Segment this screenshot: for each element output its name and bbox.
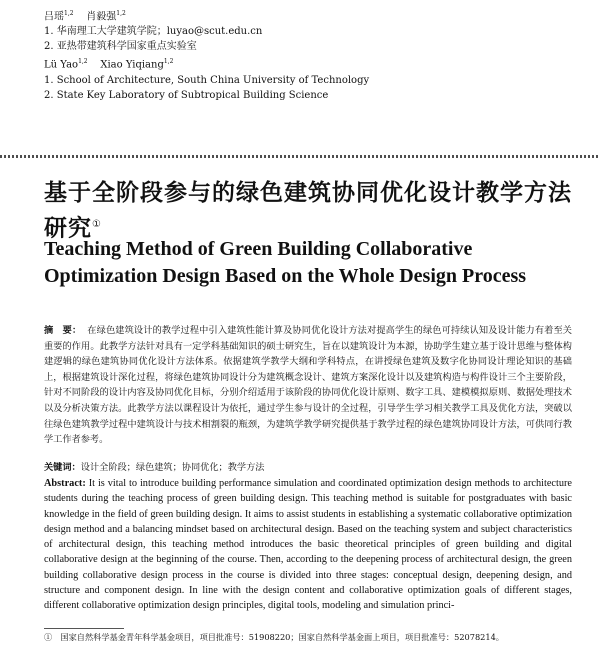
footnote-divider bbox=[44, 628, 124, 629]
author-affiliations bbox=[44, 6, 564, 103]
footnote: ① 国家自然科学基金青年科学基金项目，项目批准号：51908220；国家自然科学基金面上项目，项目批准号：52078214。 bbox=[44, 632, 504, 642]
abstract-zh-label: 摘 要： bbox=[44, 325, 82, 336]
affiliation-2-en: 2. State Key Laboratory of Subtropical Building Science bbox=[44, 89, 329, 101]
keywords-zh-label: 关键词： bbox=[44, 462, 81, 473]
title-en: Teaching Method of Green Building Collaborative Optimization Design Based on the Whole Design Process bbox=[44, 238, 527, 287]
abstract-zh-text: 在绿色建筑设计的教学过程中引入建筑性能计算及协同优化设计方法对提高学生的绿色可持续认知及设计能力有着至关重要的作用。此教学方法针对具有一定学科基础知识的硕士研究生，旨在以建筑设计为本源，协助学生建立基于设计思维与整体构建逻辑的绿色建筑协同优化设计方法体系。依据建筑学教学大纲和学科特点，在讲授绿色建筑及数字化协同设计理论知识的基础上，根据建筑设计深化过程，将绿色建筑协同设计分为建筑概念设计、建筑方案深化设计以及建筑构造与构件设计三个主要阶段，针对不同阶段的设计内容及协同优化目标，分别介绍适用于该阶段的协同优化设计原则、数字工具、建模模拟原则、数据处理技术以及分析决策方法。此教学方法以课程设计为依托，通过学生参与设计的全过程，引导学生学习相关教学工具及优化方法，突破以往绿色建筑教学过程中建筑设计与技术相割裂的瓶颈，为建筑学教学研究提供基于教学过程的绿色建筑协同设计方法，可供同行教学工作者参考。 bbox=[44, 325, 572, 446]
authors-zh: 吕瑶$^{1,2}$ 肖毅强$^{1,2}$ bbox=[44, 10, 126, 23]
keywords-zh-text: 设计全阶段；绿色建筑；协同优化；教学方法 bbox=[80, 462, 265, 473]
keywords-zh bbox=[44, 460, 572, 475]
dotted-divider bbox=[0, 155, 600, 158]
author-2-zh: 肖毅强 bbox=[86, 11, 117, 23]
footnote-marker: ① bbox=[92, 219, 102, 230]
authors-en: Lü Yao$^{1,2}$ Xiao Yiqiang$^{1,2}$ bbox=[44, 58, 174, 71]
affiliation-2-zh: 2. 亚热带建筑科学国家重点实验室 bbox=[44, 41, 197, 53]
affiliation-1-en: 1. School of Architecture, South China University of Technology bbox=[44, 74, 370, 86]
author-1-en: Lü Yao bbox=[44, 59, 79, 71]
author-1-zh: 吕瑶 bbox=[44, 11, 64, 23]
author-2-en: Xiao Yiqiang bbox=[100, 59, 164, 71]
abstract-en bbox=[44, 476, 572, 614]
abstract-en-label: Abstract: bbox=[44, 478, 86, 489]
affiliation-1-zh: 1. 华南理工大学建筑学院；luyao@scut.edu.cn bbox=[44, 26, 263, 38]
abstract-zh bbox=[44, 323, 572, 448]
title-zh: 基于全阶段参与的绿色建筑协同优化设计教学方法研究① bbox=[44, 180, 572, 242]
abstract-en-text: It is vital to introduce building performance simulation and coordinated optimization design methods to architecture students during the teaching process of green building design. This teaching method is suitable for postgraduates with basic knowledge in the field of green building design. It aims to assist students in establishing a systematic collaborative optimization design method and a balancing mindset based on architectural design. Based on the teaching system and subject characteristics of architectural design, this teaching method introduces the basic theoretical principles of green building and digital collaborative design at the beginning of the course. Then, according to the deepening process of architectural design, the green building collaborative design process in the course is divided into three stages: conceptual design, deepening design, and structure and component design. In line with the design content and collaborative optimization goals of different stages, different collaborative optimization design principles, digital tools, modeling and simulation princi- bbox=[44, 478, 573, 612]
